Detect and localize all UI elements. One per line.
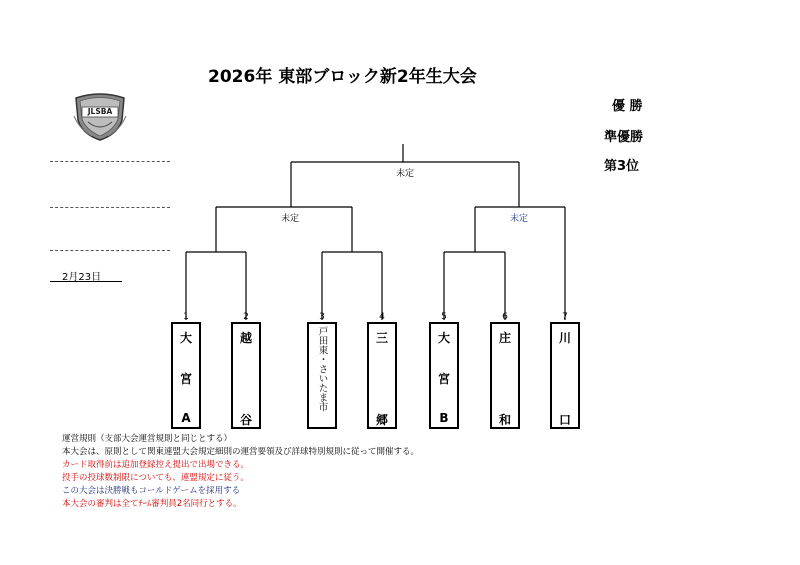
- runner-up-label: 準優勝: [604, 130, 644, 145]
- rule-line: この大会は決勝戦もコールドゲームを採用する: [62, 486, 241, 496]
- semifinal-right-label: 未定: [510, 214, 529, 224]
- team-box-5: [429, 322, 459, 429]
- team-number: 5: [441, 312, 447, 322]
- team-name-char: 和: [498, 413, 511, 427]
- team-number: 6: [502, 312, 508, 322]
- team-box-4: [367, 322, 397, 429]
- team-name-char: 宮: [179, 372, 192, 386]
- team-name-char: 三: [375, 331, 388, 345]
- team-name-char: 越: [239, 331, 252, 345]
- team-name-char: 川: [558, 331, 571, 345]
- match-date: 2月23日: [62, 272, 102, 283]
- rule-line: 運営規則（支部大会運営規則と同じとする）: [62, 434, 233, 444]
- team-box-6: [490, 322, 520, 429]
- team-box-1: [171, 322, 201, 429]
- team-box-2: [231, 322, 261, 429]
- team-name-char: B: [439, 411, 449, 425]
- team-name-char: 郷: [375, 413, 388, 427]
- team-name-char: 庄: [498, 331, 511, 345]
- team-box-7: [550, 322, 580, 429]
- rule-line: 本大会の審判は全てﾁｰﾑ審判員2名同行とする。: [62, 499, 242, 509]
- team-number: 1: [183, 312, 189, 322]
- team-name-char: 口: [558, 413, 571, 427]
- team-box-3: [307, 322, 337, 429]
- rules-block: [62, 433, 419, 511]
- champion-label: 優 勝: [612, 99, 643, 114]
- team-number: 4: [379, 312, 385, 322]
- team-name-char: 谷: [239, 413, 252, 427]
- team-name-char: A: [181, 411, 191, 425]
- logo-text: JLSBA: [87, 107, 113, 116]
- team-number: 3: [319, 312, 325, 322]
- team-number: 7: [562, 312, 568, 322]
- team-number: 2: [243, 312, 249, 322]
- team-name-char: 大: [179, 331, 192, 345]
- page-title: 2026年 東部ブロック新2年生大会: [208, 67, 477, 87]
- third-place-label: 第3位: [604, 159, 640, 174]
- rule-line: カード取得前は追加登録控え提出で出場できる。: [62, 460, 250, 470]
- team-name-char: 大: [437, 331, 450, 345]
- final-result-label: 未定: [396, 169, 415, 179]
- team-name-vertical: 戸田東・さいたま市: [316, 326, 328, 412]
- semifinal-left-label: 未定: [281, 214, 300, 224]
- team-name-char: 宮: [437, 372, 450, 386]
- rule-line: 本大会は、原則として関東連盟大会規定細則の運営要領及び詳球特別規則に従って開催する。: [62, 447, 420, 457]
- rule-line: 投手の投球数制限についても、連盟規定に従う。: [62, 473, 249, 483]
